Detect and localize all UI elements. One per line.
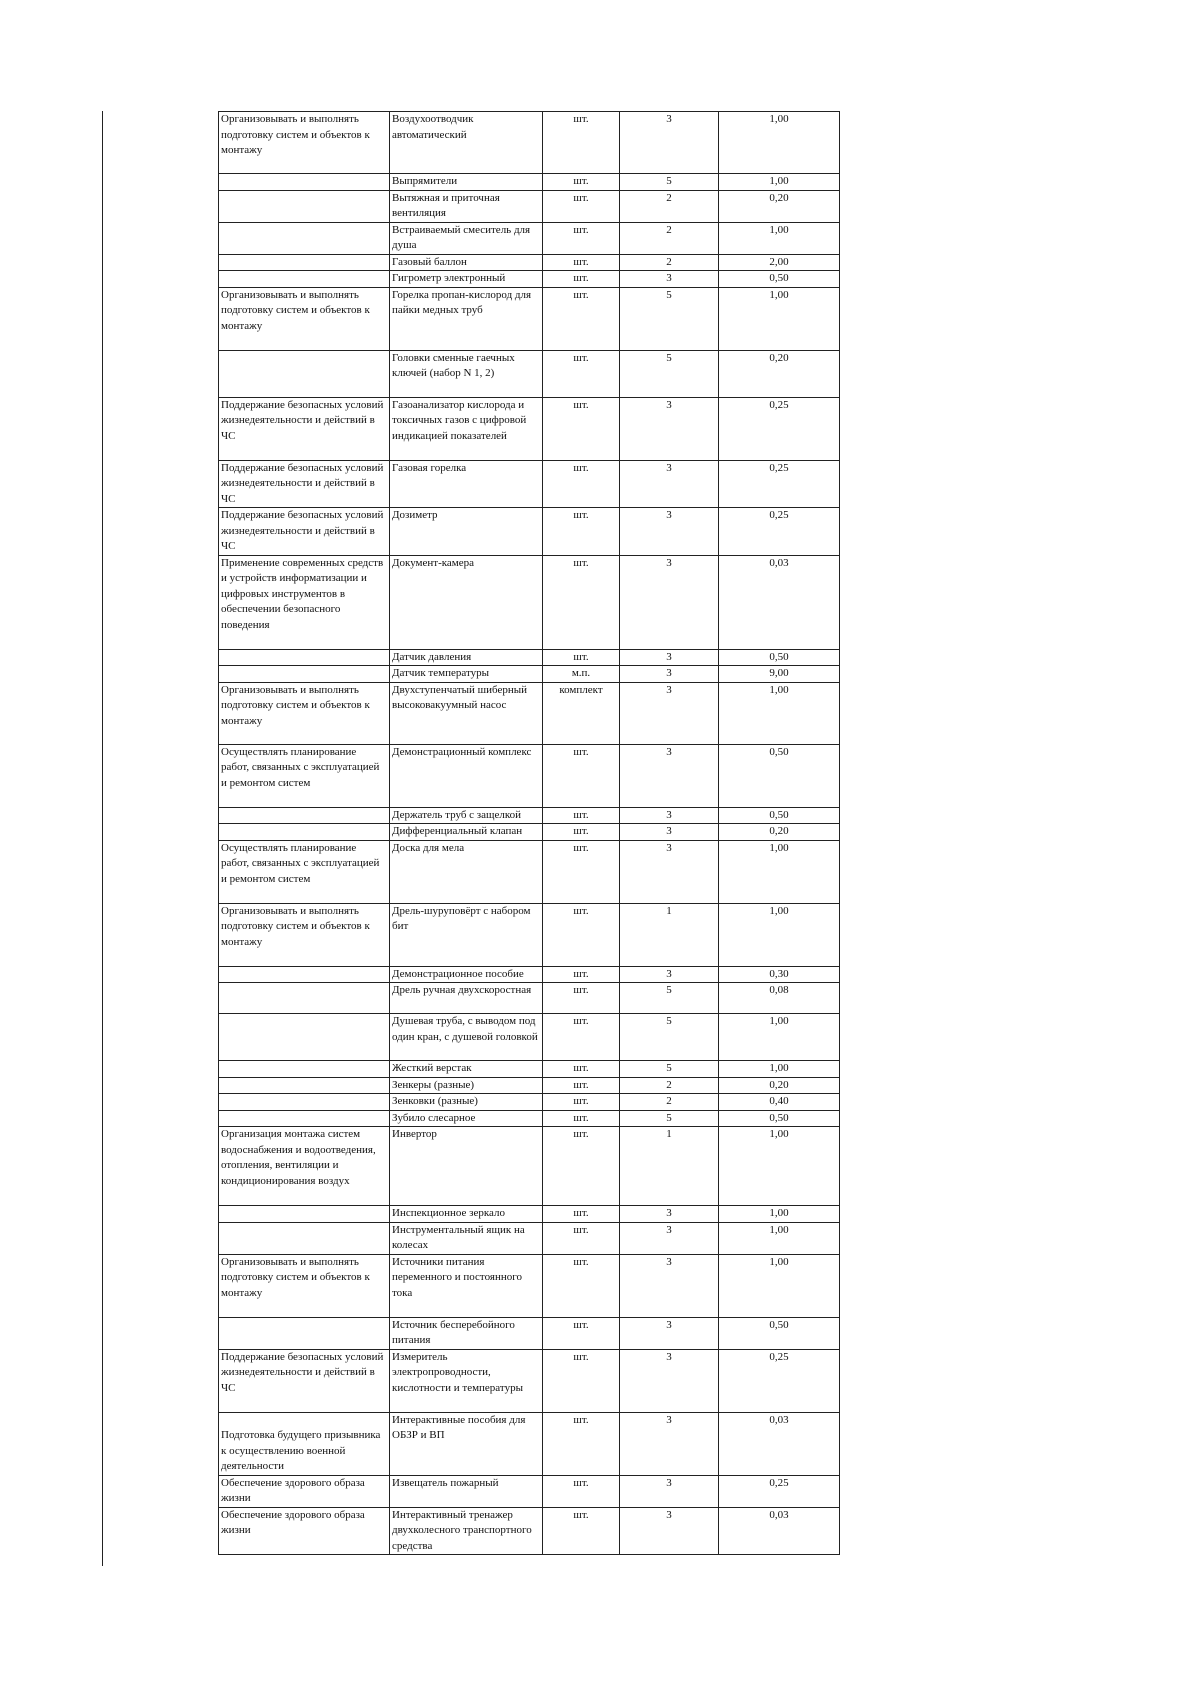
competency-cell: Организовывать и выполнять подготовку систем и объектов к монтажу: [219, 903, 390, 966]
competency-cell: [219, 807, 390, 824]
table-row: [219, 824, 840, 841]
coefficient-cell: 1,00: [719, 840, 840, 903]
item-name-cell: Доска для мела: [390, 840, 543, 903]
quantity-cell: 3: [620, 1206, 719, 1223]
coefficient-cell: 0,03: [719, 555, 840, 649]
item-name-cell: Зенковки (разные): [390, 1094, 543, 1111]
coefficient-cell: 1,00: [719, 112, 840, 174]
competency-cell: Организация монтажа систем водоснабжения и водоотведения, отопления, вентиляции и кондиционирования воздух: [219, 1127, 390, 1206]
table-row: [219, 1507, 840, 1555]
coefficient-cell: 0,03: [719, 1507, 840, 1555]
table-row: [219, 350, 840, 397]
quantity-cell: 3: [620, 966, 719, 983]
table-row: [219, 1094, 840, 1111]
equipment-table-body: [219, 112, 840, 1555]
unit-cell: шт.: [543, 1077, 620, 1094]
table-row: [219, 1254, 840, 1317]
item-name-cell: Гигрометр электронный: [390, 271, 543, 288]
quantity-cell: 2: [620, 1094, 719, 1111]
unit-cell: шт.: [543, 222, 620, 254]
unit-cell: шт.: [543, 807, 620, 824]
unit-cell: шт.: [543, 287, 620, 350]
coefficient-cell: 0,50: [719, 271, 840, 288]
unit-cell: м.п.: [543, 666, 620, 683]
quantity-cell: 3: [620, 508, 719, 556]
coefficient-cell: 1,00: [719, 1206, 840, 1223]
competency-cell: Применение современных средств и устройств информатизации и цифровых инструментов в обеспечении безопасного поведения: [219, 555, 390, 649]
coefficient-cell: 0,50: [719, 1317, 840, 1349]
competency-cell: [219, 222, 390, 254]
coefficient-cell: 0,03: [719, 1412, 840, 1475]
table-row: [219, 1317, 840, 1349]
unit-cell: шт.: [543, 840, 620, 903]
table-row: [219, 1475, 840, 1507]
item-name-cell: Интерактивные пособия для ОБЗР и ВП: [390, 1412, 543, 1475]
item-name-cell: Душевая труба, с выводом под один кран, с душевой головкой: [390, 1014, 543, 1061]
table-row: [219, 271, 840, 288]
unit-cell: шт.: [543, 1349, 620, 1412]
unit-cell: шт.: [543, 1317, 620, 1349]
competency-cell: Осуществлять планирование работ, связанных с эксплуатацией и ремонтом систем: [219, 744, 390, 807]
item-name-cell: Держатель труб с защелкой: [390, 807, 543, 824]
competency-cell: [219, 649, 390, 666]
quantity-cell: 3: [620, 824, 719, 841]
table-row: [219, 682, 840, 744]
quantity-cell: 3: [620, 1254, 719, 1317]
coefficient-cell: 0,20: [719, 1077, 840, 1094]
unit-cell: комплект: [543, 682, 620, 744]
table-row: [219, 397, 840, 460]
competency-cell: Поддержание безопасных условий жизнедеятельности и действий в ЧС: [219, 508, 390, 556]
table-row: [219, 744, 840, 807]
coefficient-cell: 0,25: [719, 460, 840, 508]
item-name-cell: Газоанализатор кислорода и токсичных газов с цифровой индикацией показателей: [390, 397, 543, 460]
coefficient-cell: 0,20: [719, 824, 840, 841]
coefficient-cell: 1,00: [719, 1061, 840, 1078]
unit-cell: шт.: [543, 1206, 620, 1223]
unit-cell: шт.: [543, 254, 620, 271]
table-row: [219, 112, 840, 174]
unit-cell: шт.: [543, 112, 620, 174]
competency-cell: Поддержание безопасных условий жизнедеятельности и действий в ЧС: [219, 460, 390, 508]
quantity-cell: 5: [620, 983, 719, 1014]
competency-cell: [219, 1317, 390, 1349]
unit-cell: шт.: [543, 903, 620, 966]
item-name-cell: Источник бесперебойного питания: [390, 1317, 543, 1349]
competency-cell: Обеспечение здорового образа жизни: [219, 1475, 390, 1507]
coefficient-cell: 9,00: [719, 666, 840, 683]
unit-cell: шт.: [543, 174, 620, 191]
coefficient-cell: 2,00: [719, 254, 840, 271]
competency-cell: [219, 271, 390, 288]
coefficient-cell: 1,00: [719, 287, 840, 350]
coefficient-cell: 1,00: [719, 1127, 840, 1206]
table-row: [219, 840, 840, 903]
item-name-cell: Выпрямители: [390, 174, 543, 191]
quantity-cell: 3: [620, 460, 719, 508]
table-row: [219, 1206, 840, 1223]
unit-cell: шт.: [543, 555, 620, 649]
competency-cell: [219, 1014, 390, 1061]
unit-cell: шт.: [543, 460, 620, 508]
competency-cell: [219, 1110, 390, 1127]
quantity-cell: 5: [620, 1110, 719, 1127]
unit-cell: шт.: [543, 966, 620, 983]
coefficient-cell: 0,20: [719, 190, 840, 222]
quantity-cell: 3: [620, 271, 719, 288]
competency-cell: [219, 254, 390, 271]
quantity-cell: 1: [620, 903, 719, 966]
quantity-cell: 3: [620, 555, 719, 649]
item-name-cell: Инструментальный ящик на колесах: [390, 1222, 543, 1254]
competency-cell: [219, 983, 390, 1014]
item-name-cell: Газовая горелка: [390, 460, 543, 508]
item-name-cell: Инспекционное зеркало: [390, 1206, 543, 1223]
coefficient-cell: 0,30: [719, 966, 840, 983]
item-name-cell: Измеритель электропроводности, кислотности и температуры: [390, 1349, 543, 1412]
quantity-cell: 3: [620, 649, 719, 666]
table-row: [219, 966, 840, 983]
table-row: [219, 1077, 840, 1094]
quantity-cell: 3: [620, 397, 719, 460]
table-row: [219, 1127, 840, 1206]
coefficient-cell: 0,08: [719, 983, 840, 1014]
competency-cell: [219, 1061, 390, 1078]
competency-cell: [219, 966, 390, 983]
quantity-cell: 2: [620, 254, 719, 271]
unit-cell: шт.: [543, 744, 620, 807]
equipment-table: [218, 111, 840, 1555]
quantity-cell: 3: [620, 1349, 719, 1412]
quantity-cell: 1: [620, 1127, 719, 1206]
competency-cell: [219, 1222, 390, 1254]
quantity-cell: 3: [620, 666, 719, 683]
unit-cell: шт.: [543, 190, 620, 222]
item-name-cell: Датчик температуры: [390, 666, 543, 683]
item-name-cell: Дрель-шуруповёрт с набором бит: [390, 903, 543, 966]
competency-cell: Подготовка будущего призывника к осуществлению военной деятельности: [219, 1412, 390, 1475]
unit-cell: шт.: [543, 1110, 620, 1127]
item-name-cell: Дрель ручная двухскоростная: [390, 983, 543, 1014]
competency-cell: [219, 666, 390, 683]
unit-cell: шт.: [543, 1094, 620, 1111]
competency-cell: [219, 1094, 390, 1111]
coefficient-cell: 1,00: [719, 174, 840, 191]
coefficient-cell: 0,20: [719, 350, 840, 397]
item-name-cell: Датчик давления: [390, 649, 543, 666]
item-name-cell: Вытяжная и приточная вентиляция: [390, 190, 543, 222]
coefficient-cell: 0,50: [719, 1110, 840, 1127]
table-row: [219, 1349, 840, 1412]
table-row: [219, 460, 840, 508]
coefficient-cell: 0,40: [719, 1094, 840, 1111]
table-row: [219, 1412, 840, 1475]
item-name-cell: Зенкеры (разные): [390, 1077, 543, 1094]
quantity-cell: 3: [620, 840, 719, 903]
item-name-cell: Инвертор: [390, 1127, 543, 1206]
quantity-cell: 3: [620, 1412, 719, 1475]
table-row: [219, 807, 840, 824]
quantity-cell: 3: [620, 1317, 719, 1349]
table-row: [219, 222, 840, 254]
coefficient-cell: 1,00: [719, 1222, 840, 1254]
item-name-cell: Воздухоотводчик автоматический: [390, 112, 543, 174]
coefficient-cell: 1,00: [719, 903, 840, 966]
table-row: [219, 1110, 840, 1127]
item-name-cell: Жесткий верстак: [390, 1061, 543, 1078]
item-name-cell: Головки сменные гаечных ключей (набор N 1, 2): [390, 350, 543, 397]
competency-cell: [219, 190, 390, 222]
unit-cell: шт.: [543, 397, 620, 460]
coefficient-cell: 0,25: [719, 1475, 840, 1507]
unit-cell: шт.: [543, 1127, 620, 1206]
quantity-cell: 3: [620, 744, 719, 807]
item-name-cell: Демонстрационное пособие: [390, 966, 543, 983]
unit-cell: шт.: [543, 271, 620, 288]
table-row: [219, 1222, 840, 1254]
competency-cell: [219, 174, 390, 191]
unit-cell: шт.: [543, 983, 620, 1014]
unit-cell: шт.: [543, 824, 620, 841]
unit-cell: шт.: [543, 350, 620, 397]
coefficient-cell: 0,50: [719, 744, 840, 807]
quantity-cell: 3: [620, 682, 719, 744]
competency-cell: Организовывать и выполнять подготовку систем и объектов к монтажу: [219, 287, 390, 350]
unit-cell: шт.: [543, 1014, 620, 1061]
table-row: [219, 287, 840, 350]
table-row: [219, 174, 840, 191]
table-row: [219, 1014, 840, 1061]
quantity-cell: 5: [620, 1014, 719, 1061]
competency-cell: Организовывать и выполнять подготовку систем и объектов к монтажу: [219, 1254, 390, 1317]
quantity-cell: 3: [620, 1507, 719, 1555]
item-name-cell: Горелка пропан-кислород для пайки медных труб: [390, 287, 543, 350]
item-name-cell: Газовый баллон: [390, 254, 543, 271]
item-name-cell: Дозиметр: [390, 508, 543, 556]
coefficient-cell: 0,25: [719, 508, 840, 556]
table-row: [219, 903, 840, 966]
item-name-cell: Извещатель пожарный: [390, 1475, 543, 1507]
coefficient-cell: 0,25: [719, 397, 840, 460]
table-row: [219, 190, 840, 222]
competency-cell: Организовывать и выполнять подготовку систем и объектов к монтажу: [219, 682, 390, 744]
quantity-cell: 2: [620, 222, 719, 254]
table-row: [219, 1061, 840, 1078]
table-row: [219, 983, 840, 1014]
quantity-cell: 2: [620, 1077, 719, 1094]
unit-cell: шт.: [543, 1507, 620, 1555]
item-name-cell: Источники питания переменного и постоянного тока: [390, 1254, 543, 1317]
competency-cell: [219, 824, 390, 841]
quantity-cell: 3: [620, 1475, 719, 1507]
quantity-cell: 3: [620, 112, 719, 174]
item-name-cell: Документ-камера: [390, 555, 543, 649]
quantity-cell: 2: [620, 190, 719, 222]
competency-cell: Осуществлять планирование работ, связанных с эксплуатацией и ремонтом систем: [219, 840, 390, 903]
unit-cell: шт.: [543, 508, 620, 556]
competency-cell: [219, 1077, 390, 1094]
competency-cell: Поддержание безопасных условий жизнедеятельности и действий в ЧС: [219, 1349, 390, 1412]
unit-cell: шт.: [543, 1254, 620, 1317]
coefficient-cell: 0,25: [719, 1349, 840, 1412]
unit-cell: шт.: [543, 1475, 620, 1507]
margin-rule: [102, 111, 103, 1566]
item-name-cell: Зубило слесарное: [390, 1110, 543, 1127]
coefficient-cell: 1,00: [719, 1014, 840, 1061]
table-row: [219, 555, 840, 649]
item-name-cell: Встраиваемый смеситель для душа: [390, 222, 543, 254]
table-row: [219, 508, 840, 556]
table-row: [219, 666, 840, 683]
competency-cell: [219, 350, 390, 397]
unit-cell: шт.: [543, 1061, 620, 1078]
item-name-cell: Двухступенчатый шиберный высоковакуумный насос: [390, 682, 543, 744]
table-row: [219, 254, 840, 271]
quantity-cell: 5: [620, 350, 719, 397]
coefficient-cell: 1,00: [719, 222, 840, 254]
unit-cell: шт.: [543, 1412, 620, 1475]
competency-cell: Организовывать и выполнять подготовку систем и объектов к монтажу: [219, 112, 390, 174]
quantity-cell: 5: [620, 174, 719, 191]
unit-cell: шт.: [543, 649, 620, 666]
coefficient-cell: 1,00: [719, 682, 840, 744]
item-name-cell: Демонстрационный комплекс: [390, 744, 543, 807]
coefficient-cell: 1,00: [719, 1254, 840, 1317]
coefficient-cell: 0,50: [719, 649, 840, 666]
competency-cell: Поддержание безопасных условий жизнедеятельности и действий в ЧС: [219, 397, 390, 460]
competency-cell: [219, 1206, 390, 1223]
competency-cell: Обеспечение здорового образа жизни: [219, 1507, 390, 1555]
table-row: [219, 649, 840, 666]
quantity-cell: 3: [620, 1222, 719, 1254]
item-name-cell: Интерактивный тренажер двухколесного транспортного средства: [390, 1507, 543, 1555]
quantity-cell: 3: [620, 807, 719, 824]
coefficient-cell: 0,50: [719, 807, 840, 824]
unit-cell: шт.: [543, 1222, 620, 1254]
item-name-cell: Дифференциальный клапан: [390, 824, 543, 841]
quantity-cell: 5: [620, 287, 719, 350]
quantity-cell: 5: [620, 1061, 719, 1078]
